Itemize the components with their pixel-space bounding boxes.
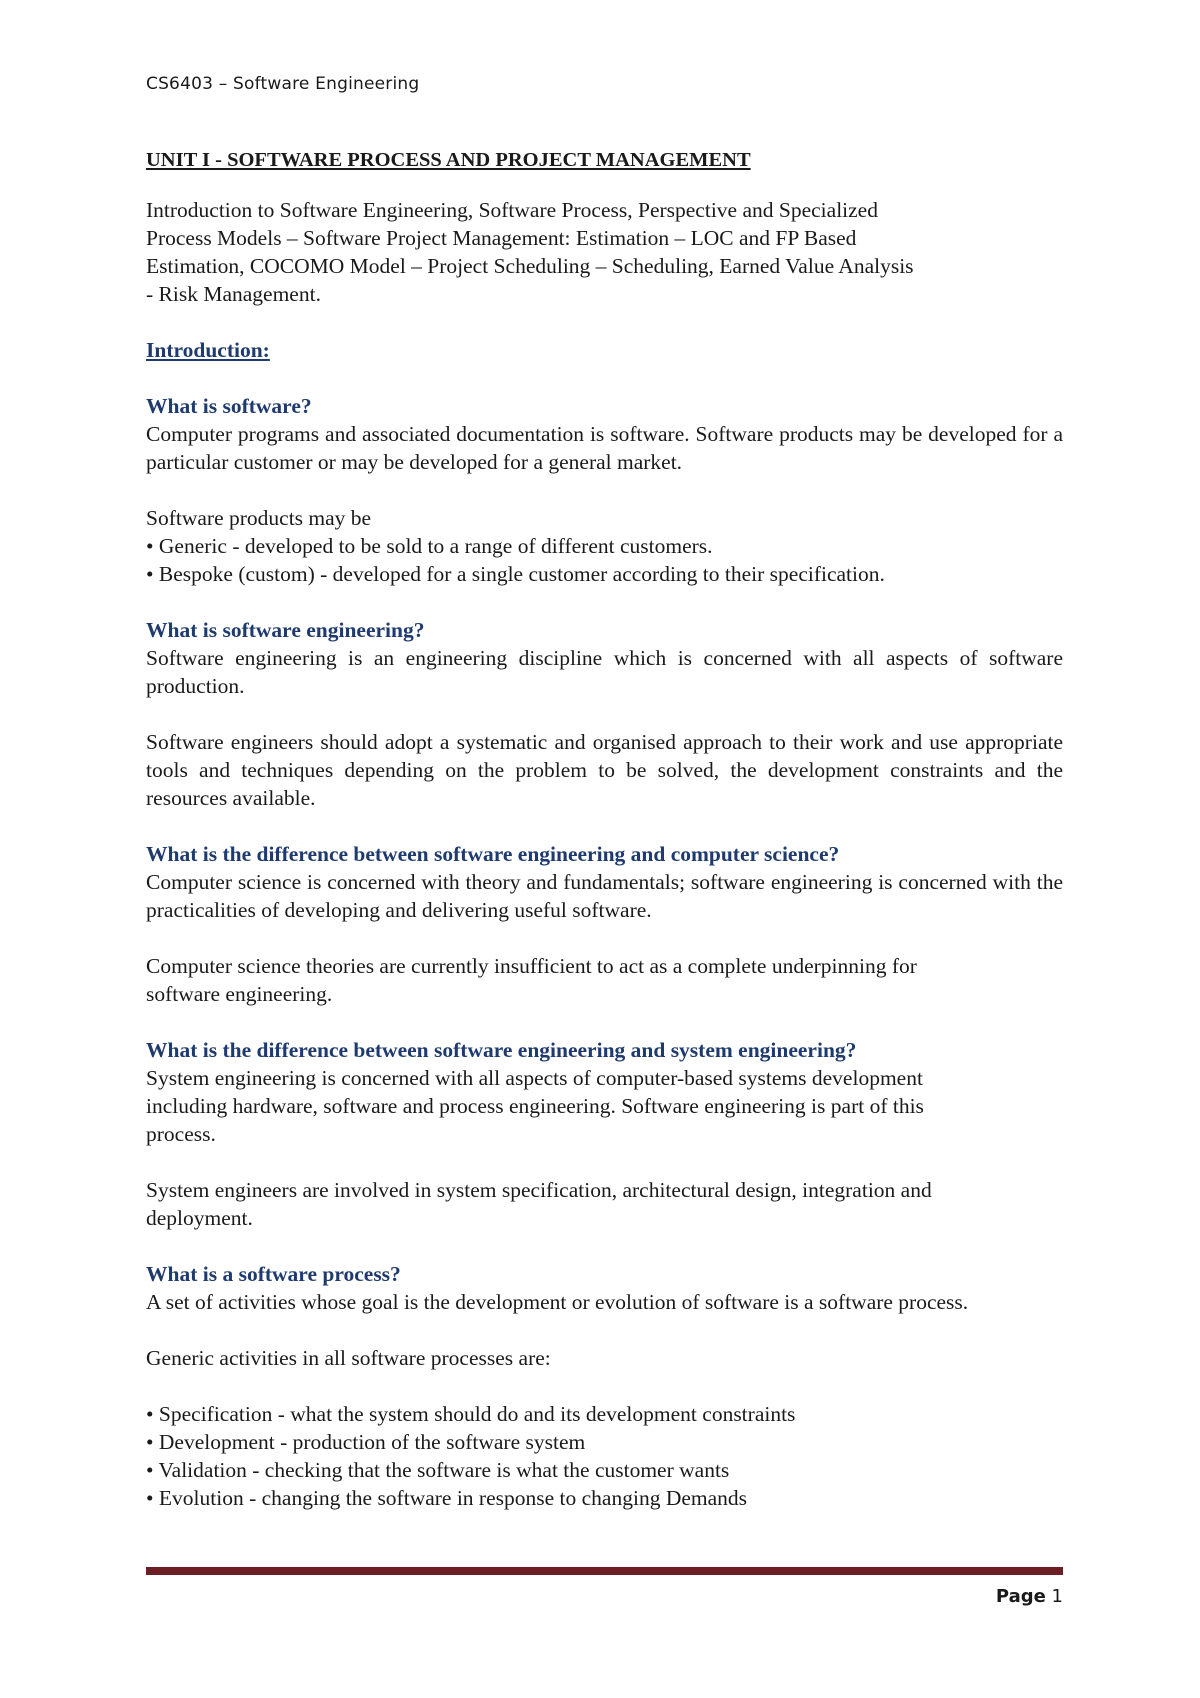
list-item: • Specification - what the system should do and its development constraints — [146, 1402, 796, 1426]
section-paragraph: Software engineers should adopt a systematic and organised approach to their work and use appropriate tools and techniques depending on the problem to be solved, the development constraints and the resources available. — [146, 730, 1063, 810]
section-what-is-software-process — [146, 1260, 1063, 1512]
list-item: • Generic - developed to be sold to a range of different customers. — [146, 534, 713, 558]
section-paragraph: Computer programs and associated documentation is software. Software products may be developed for a particular customer or may be developed for a general market. — [146, 422, 1063, 474]
paragraph-line: including hardware, software and process engineering. Software engineering is part of this — [146, 1094, 924, 1118]
paragraph-line: software engineering. — [146, 982, 333, 1006]
paragraph-line: System engineering is concerned with all aspects of computer-based systems development — [146, 1066, 923, 1090]
section-se-vs-cs — [146, 840, 1063, 1008]
syllabus-line: Estimation, COCOMO Model – Project Scheduling – Scheduling, Earned Value Analysis — [146, 254, 914, 278]
footer-divider — [146, 1567, 1063, 1575]
section-what-is-software-engineering — [146, 616, 1063, 812]
section-heading: What is the difference between software engineering and system engineering? — [146, 1038, 857, 1062]
paragraph-line: System engineers are involved in system specification, architectural design, integration and — [146, 1178, 932, 1202]
section-paragraph: A set of activities whose goal is the development or evolution of software is a software process. — [146, 1290, 969, 1314]
section-paragraph — [146, 1176, 1063, 1232]
paragraph-line: process. — [146, 1122, 216, 1146]
syllabus-paragraph — [146, 196, 1063, 308]
section-paragraph: Software engineering is an engineering discipline which is concerned with all aspects of software production. — [146, 646, 1063, 698]
page-content — [146, 146, 1063, 1540]
list-intro: Generic activities in all software processes are: — [146, 1346, 551, 1370]
syllabus-line: Introduction to Software Engineering, Software Process, Perspective and Specialized — [146, 198, 878, 222]
section-heading: What is software? — [146, 394, 312, 418]
section-heading: What is software engineering? — [146, 618, 425, 642]
list-item: • Validation - checking that the software is what the customer wants — [146, 1458, 730, 1482]
syllabus-line: - Risk Management. — [146, 282, 321, 306]
section-paragraph — [146, 952, 1063, 1008]
list-item: • Development - production of the software system — [146, 1430, 586, 1454]
unit-title: UNIT I - SOFTWARE PROCESS AND PROJECT MANAGEMENT — [146, 149, 751, 171]
section-what-is-software — [146, 392, 1063, 588]
paragraph-line: deployment. — [146, 1206, 253, 1230]
introduction-heading: Introduction: — [146, 338, 270, 362]
running-header: CS6403 – Software Engineering — [146, 74, 420, 94]
syllabus-line: Process Models – Software Project Management: Estimation – LOC and FP Based — [146, 226, 857, 250]
section-heading: What is the difference between software engineering and computer science? — [146, 842, 840, 866]
bullet-list — [146, 532, 1063, 588]
section-paragraph — [146, 1064, 1063, 1148]
list-item: • Bespoke (custom) - developed for a single customer according to their specification. — [146, 562, 885, 586]
page-number-value: 1 — [1051, 1586, 1063, 1607]
page-label: Page — [995, 1586, 1046, 1607]
page-number — [996, 1586, 1063, 1607]
section-paragraph: Computer science is concerned with theory and fundamentals; software engineering is concerned with the practicalities of developing and delivering useful software. — [146, 870, 1063, 922]
section-heading: What is a software process? — [146, 1262, 401, 1286]
list-intro: Software products may be — [146, 506, 372, 530]
paragraph-line: Computer science theories are currently insufficient to act as a complete underpinning for — [146, 954, 917, 978]
bullet-list — [146, 1400, 1063, 1512]
list-item: • Evolution - changing the software in response to changing Demands — [146, 1486, 748, 1510]
section-se-vs-system-engineering — [146, 1036, 1063, 1232]
